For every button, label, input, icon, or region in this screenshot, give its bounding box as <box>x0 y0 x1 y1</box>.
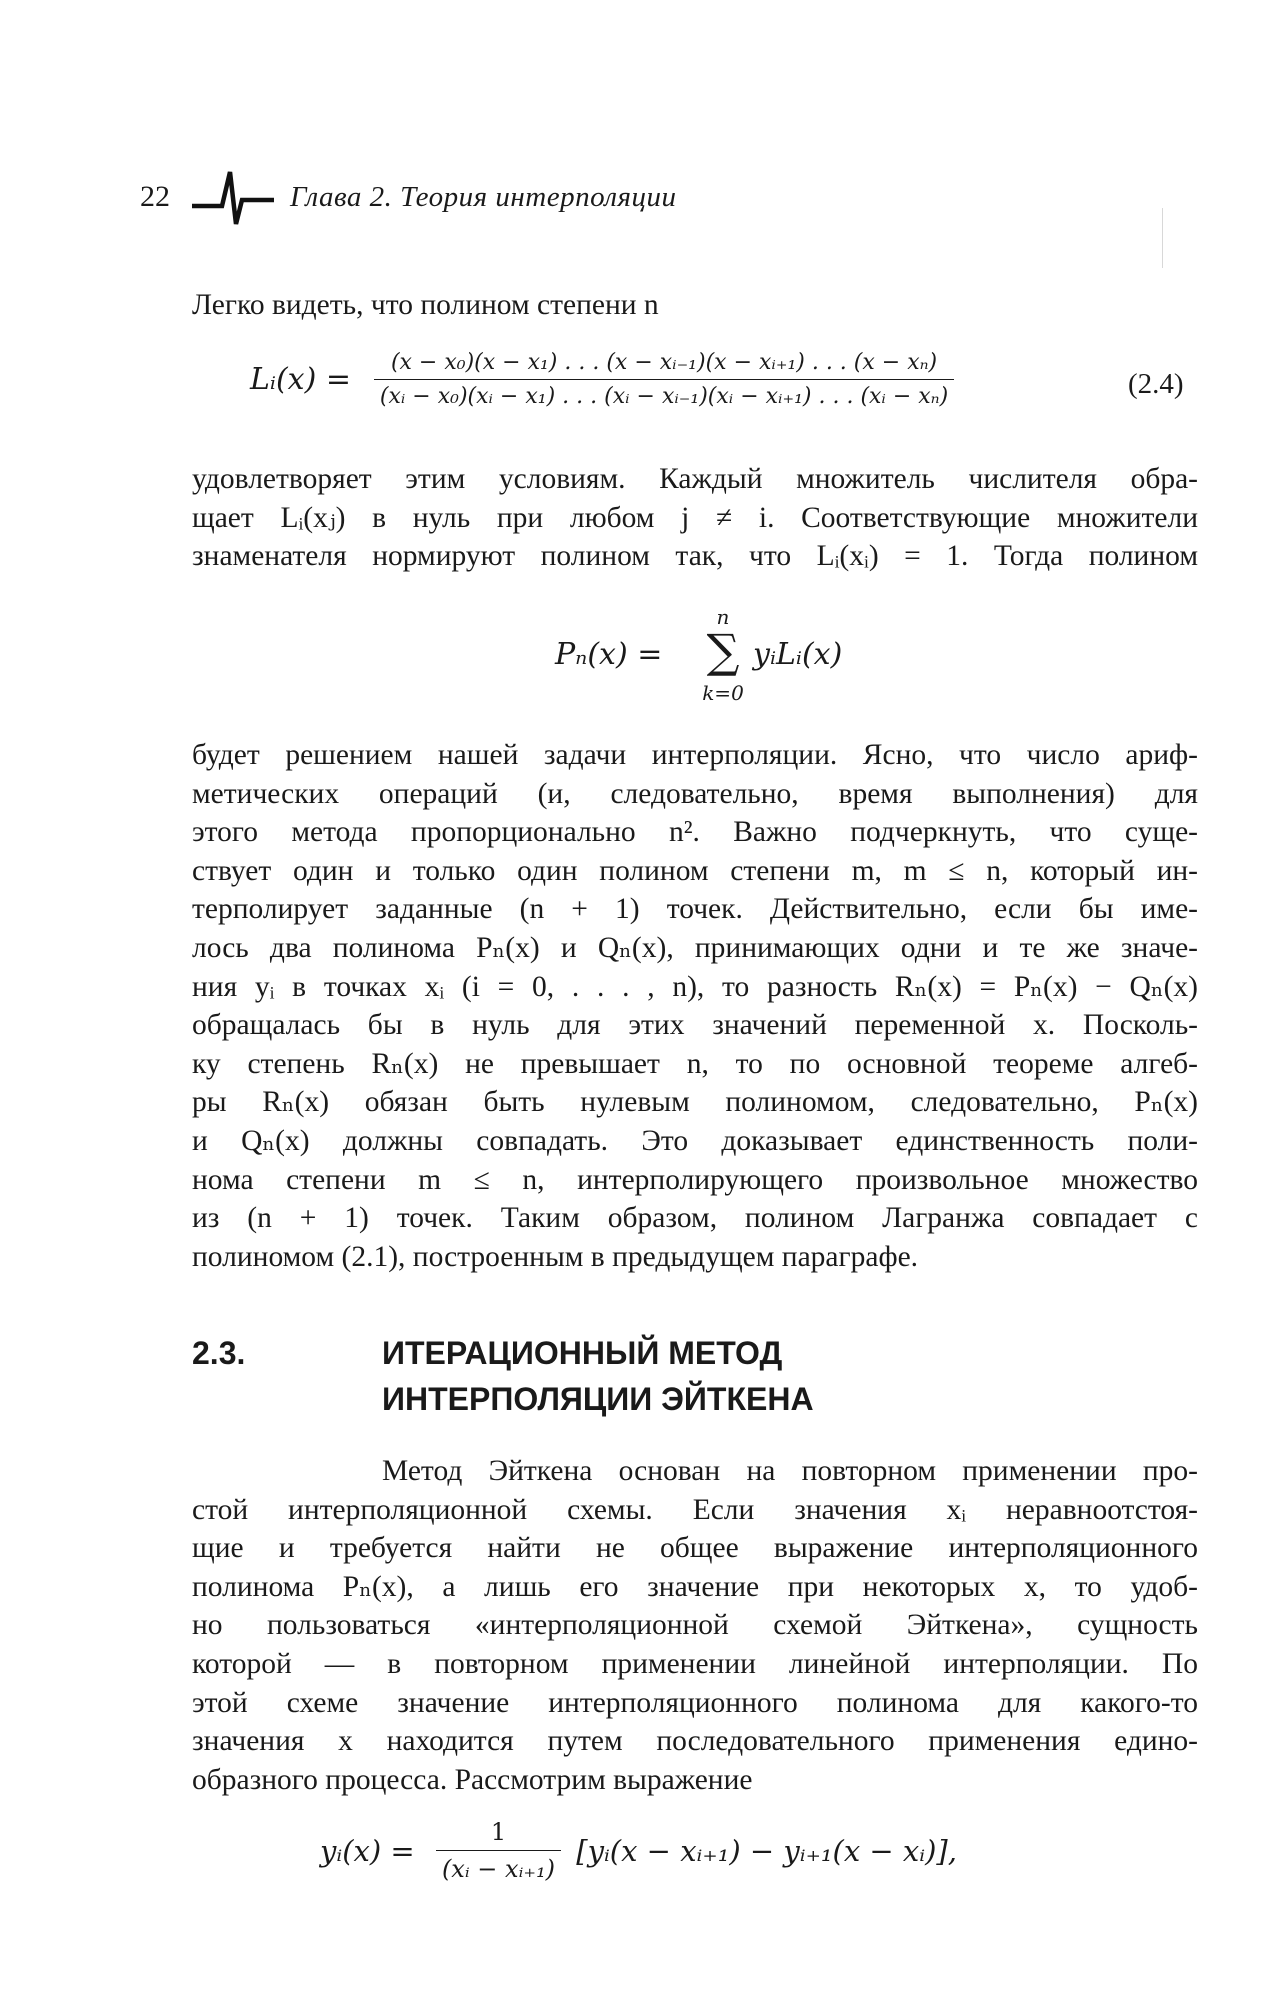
text-line: из (n + 1) точек. Таким образом, полином Лагранжа совпадает с <box>192 1202 1198 1235</box>
text-line: но пользоваться «интерполяционной схемой Эйткена», сущность <box>192 1609 1198 1642</box>
pulse-icon <box>192 168 274 226</box>
equation-sum <box>555 605 855 715</box>
text-line: Легко видеть, что полином степени n <box>192 289 659 321</box>
text-line: стой интерполяционной схемы. Если значения xᵢ неравноотстоя- <box>192 1493 1198 1526</box>
text-line: значения x находится путем последовательного применения едино- <box>192 1725 1198 1758</box>
text-line: обращалась бы в нуль для этих значений переменной x. Посколь- <box>192 1009 1198 1042</box>
section-number: 2.3. <box>192 1335 246 1371</box>
text-line: будет решением нашей задачи интерполяции. Ясно, что число ариф- <box>192 739 1198 771</box>
text-line: полиномом (2.1), построенным в предыдущем параграфе. <box>192 1240 919 1273</box>
aitken-rhs: [yᵢ(x − xᵢ₊₁) − yᵢ₊₁(x − xᵢ)], <box>576 1833 957 1868</box>
section-title-line-1: ИТЕРАЦИОННЫЙ МЕТОД <box>382 1335 783 1371</box>
text-line: ния yᵢ в точках xᵢ (i = 0, . . . , n), то разность Rₙ(x) = Pₙ(x) − Qₙ(x) <box>192 970 1198 1003</box>
equation-denominator: (xᵢ − x₀)(xᵢ − x₁) . . . (xᵢ − xᵢ₋₁)(xᵢ − xᵢ₊₁) . . . (xᵢ − xₙ) <box>374 379 954 409</box>
text-line: щие и требуется найти не общее выражение интерполяционного <box>192 1532 1198 1565</box>
paragraph-3 <box>192 1452 1198 1799</box>
text-line: образного процесса. Рассмотрим выражение <box>192 1763 753 1796</box>
margin-rule <box>1162 208 1163 268</box>
equation-2-4 <box>250 350 954 409</box>
paragraph-2 <box>192 736 1198 1276</box>
text-line: удовлетворяет этим условиям. Каждый множитель числителя обра- <box>192 463 1198 495</box>
aitken-denominator: (xᵢ − xᵢ₊₁) <box>436 1850 561 1883</box>
text-line: полинома Pₙ(x), а лишь его значение при некоторых x, то удоб- <box>192 1570 1198 1603</box>
text-line: щает Lᵢ(xⱼ) в нуль при любом j ≠ i. Соответствующие множители <box>192 501 1198 534</box>
text-line: и Qₙ(x) должны совпадать. Это доказывает единственность поли- <box>192 1124 1198 1157</box>
sum-upper-limit: n <box>716 605 730 629</box>
sum-lower-limit: k=0 <box>702 681 744 705</box>
equation-number: (2.4) <box>1128 368 1184 400</box>
text-line: ствует один и только один полином степени m, m ≤ n, который ин- <box>192 854 1198 887</box>
intro-paragraph <box>192 286 1198 325</box>
section-title-line-2: ИНТЕРПОЛЯЦИИ ЭЙТКЕНА <box>382 1381 814 1417</box>
equation-numerator: (x − x₀)(x − x₁) . . . (x − xᵢ₋₁)(x − xᵢ₊₁) . . . (x − xₙ) <box>390 350 938 375</box>
text-line: ры Rₙ(x) обязан быть нулевым полиномом, следовательно, Pₙ(x) <box>192 1086 1198 1119</box>
sum-lhs: Pₙ(x) = <box>555 637 663 672</box>
text-line: терполирует заданные (n + 1) точек. Действительно, если бы име- <box>192 893 1198 926</box>
text-line: метических операций (и, следовательно, время выполнения) для <box>192 777 1198 810</box>
sum-sigma: ∑ <box>706 624 740 678</box>
sum-body: yᵢLᵢ(x) <box>753 637 843 672</box>
text-line: этой схеме значение интерполяционного полинома для какого-то <box>192 1686 1198 1719</box>
aitken-lhs: yᵢ(x) = <box>320 1833 415 1868</box>
text-line: которой — в повторном применении линейной интерполяции. По <box>192 1647 1198 1680</box>
equation-lhs: Lᵢ(x) = <box>250 362 351 397</box>
text-line: знаменателя нормируют полином так, что Lᵢ(xᵢ) = 1. Тогда полином <box>192 540 1198 573</box>
text-line: ку степень Rₙ(x) не превышает n, то по основной теореме алгеб- <box>192 1047 1198 1080</box>
page-number: 22 <box>140 180 170 213</box>
running-title: Глава 2. Теория интерполяции <box>290 181 677 213</box>
text-line: этого метода пропорционально n². Важно подчеркнуть, что суще- <box>192 816 1198 849</box>
aitken-numerator: 1 <box>490 1818 507 1846</box>
aitken-fraction <box>436 1818 561 1883</box>
equation-aitken <box>320 1818 957 1883</box>
text-line: нома степени m ≤ n, интерполирующего произвольное множество <box>192 1163 1198 1196</box>
paragraph-1 <box>192 460 1198 576</box>
text-line: Метод Эйткена основан на повторном применении про- <box>382 1455 1198 1487</box>
text-line: лось два полинома Pₙ(x) и Qₙ(x), принимающих одни и те же значе- <box>192 931 1198 964</box>
equation-fraction <box>374 350 954 409</box>
